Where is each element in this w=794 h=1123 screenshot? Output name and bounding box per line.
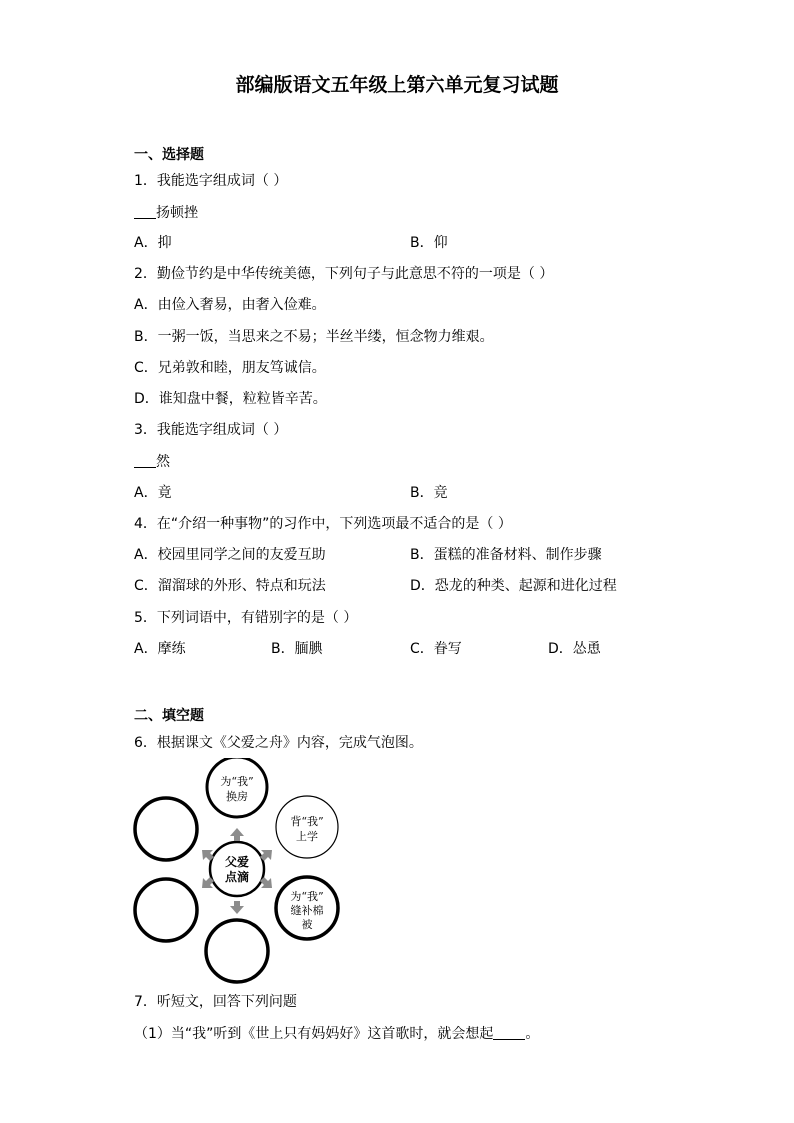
q3-blank[interactable]	[134, 453, 156, 468]
q2-option-c[interactable]: C．兄弟敦和睦，朋友笃诚信。	[134, 360, 326, 376]
bubble-right-line2: 上学	[296, 830, 318, 843]
bubble-br-line3: 被	[301, 918, 313, 931]
bubble-br-line1: 为“我”	[290, 890, 324, 903]
q3-option-b[interactable]: B．竞	[410, 485, 448, 501]
q3-option-a[interactable]: A．竟	[134, 485, 172, 501]
q2-option-b[interactable]: B．一粥一饭，当思来之不易；半丝半缕，恒念物力维艰。	[134, 329, 494, 345]
page-title: 部编版语文五年级上第六单元复习试题	[235, 74, 559, 96]
q1-blank[interactable]	[134, 204, 156, 219]
bubble-center-line1: 父爱	[224, 855, 250, 869]
q1-word: 扬顿挫	[134, 204, 198, 222]
bubble-empty-left-top[interactable]	[135, 798, 197, 860]
q5-option-d[interactable]: D．怂恿	[548, 641, 601, 657]
q7-stem: 7．听短文，回答下列问题	[134, 994, 297, 1010]
q3-stem: 3．我能选字组成词（ ）	[134, 422, 288, 438]
section-choice-heading: 一、选择题	[134, 147, 204, 163]
bubble-right-line1: 背“我”	[290, 815, 324, 828]
bubble-top-line2: 换房	[226, 790, 248, 803]
arrow-down-icon	[230, 901, 244, 914]
q1-stem: 1．我能选字组成词（ ）	[134, 173, 288, 189]
q4-option-a[interactable]: A．校园里同学之间的友爱互助	[134, 547, 326, 563]
q6-stem: 6．根据课文《父爱之舟》内容，完成气泡图。	[134, 735, 423, 751]
q2-stem: 2．勤俭节约是中华传统美德，下列句子与此意思不符的一项是（ ）	[134, 266, 554, 282]
bubble-center	[210, 842, 264, 896]
q5-stem: 5．下列词语中，有错别字的是（ ）	[134, 610, 358, 626]
bubble-top-line1: 为“我”	[220, 775, 254, 788]
q5-option-c[interactable]: C．眷写	[410, 641, 462, 657]
q5-option-a[interactable]: A．摩练	[134, 641, 186, 657]
bubble-empty-bottom[interactable]	[206, 920, 268, 982]
q5-option-b[interactable]: B．腼腆	[271, 641, 323, 657]
q2-option-d[interactable]: D．谁知盘中餐，粒粒皆辛苦。	[134, 391, 327, 407]
q4-option-b[interactable]: B．蛋糕的准备材料、制作步骤	[410, 547, 602, 563]
q4-option-c[interactable]: C．溜溜球的外形、特点和玩法	[134, 578, 326, 594]
bubble-center-line2: 点滴	[224, 870, 250, 884]
q4-option-d[interactable]: D．恐龙的种类、起源和进化过程	[410, 578, 617, 594]
q2-option-a[interactable]: A．由俭入奢易，由奢入俭难。	[134, 297, 326, 313]
bubble-map	[120, 758, 360, 994]
section-fill-heading: 二、填空题	[134, 708, 204, 724]
bubble-br-line2: 缝补棉	[290, 904, 324, 917]
q3-word: 然	[134, 453, 170, 471]
q1-option-a[interactable]: A．抑	[134, 235, 172, 251]
arrow-up-icon	[230, 828, 244, 841]
q7-sub1: （1）当“我”听到《世上只有妈妈好》这首歌时，就会想起 。	[134, 1026, 540, 1042]
q1-option-b[interactable]: B．仰	[410, 235, 448, 251]
q4-stem: 4．在“介绍一种事物”的习作中，下列选项最不适合的是（ ）	[134, 516, 512, 532]
bubble-empty-left-bottom[interactable]	[135, 879, 197, 941]
q7-sub1-blank[interactable]	[493, 1025, 525, 1040]
